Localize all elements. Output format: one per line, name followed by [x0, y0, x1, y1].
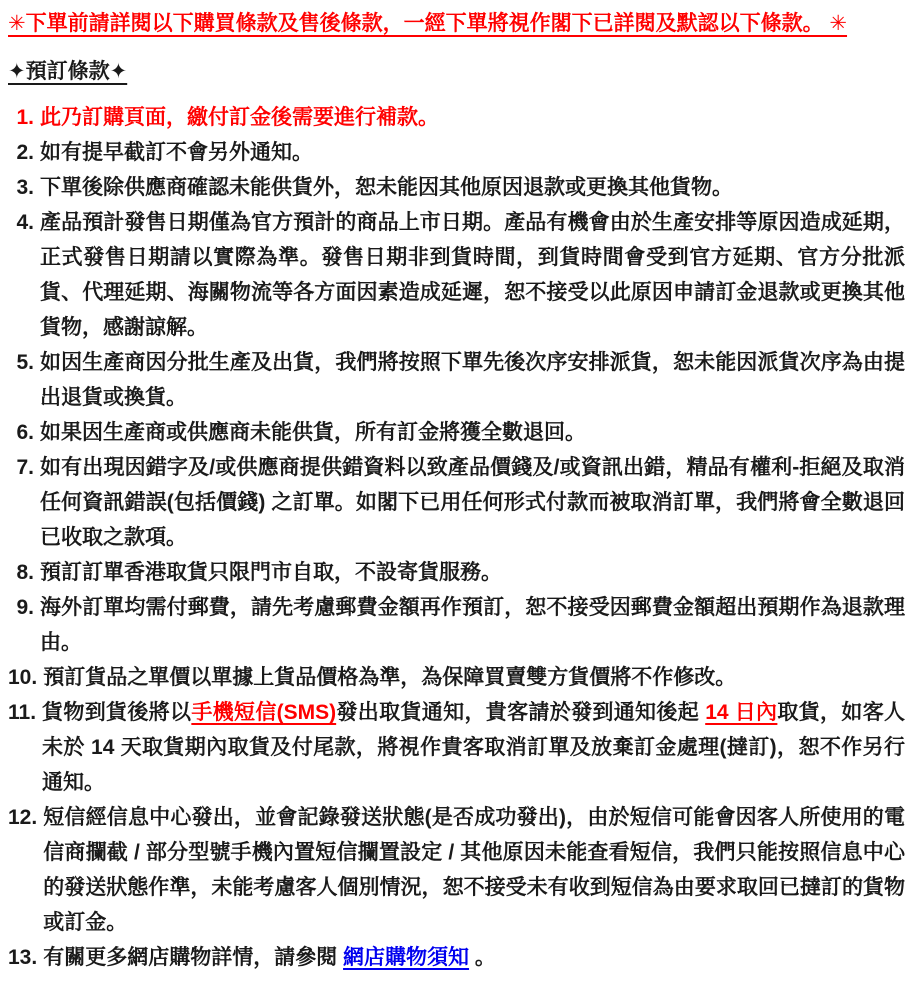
text-segment: 如果因生產商或供應商未能供貨，所有訂金將獲全數退回。 [40, 421, 586, 444]
term-item-11 [8, 695, 905, 800]
term-text [43, 660, 905, 695]
term-number: 4. [16, 211, 34, 234]
text-segment: 預訂訂單香港取貨只限門市自取，不設寄貨服務。 [40, 561, 502, 584]
text-segment: 有關更多網店購物詳情，請參閱 [43, 946, 344, 969]
pickup-deadline-emphasis: 14 日內 [705, 701, 778, 724]
term-number: 8. [16, 561, 34, 584]
term-text [40, 415, 905, 450]
text-segment: 產品預計發售日期僅為官方預計的商品上市日期。產品有機會由於生產安排等原因造成延期，正式發售日期請以實際為準。發售日期非到貨時間，到貨時間會受到官方延期、官方分批派貨、代理延期、海關物流等各方面因素造成延遲，恕不接受以此原因申請訂金退款或更換其他貨物，感謝諒解。 [40, 211, 905, 339]
text-segment: 如有出現因錯字及/或供應商提供錯資料以致產品價錢及/或資訊出錯，精品有權利-拒絕及取消任何資訊錯誤(包括價錢) 之訂單。如閣下已用任何形式付款而被取消訂單，我們將會全數退回已收取之款項。 [40, 456, 905, 549]
text-segment: 海外訂單均需付郵費，請先考慮郵費金額再作預訂，恕不接受因郵費金額超出預期作為退款理由。 [40, 596, 905, 654]
term-number: 1. [16, 106, 34, 129]
text-segment: 發出取貨通知，貴客請於發到通知後起 [336, 701, 706, 724]
text-segment: 如有提早截訂不會另外通知。 [40, 141, 313, 164]
text-segment: 短信經信息中心發出，並會記錄發送狀態(是否成功發出)，由於短信可能會因客人所使用的電信商攔截 / 部分型號手機內置短信攔置設定 / 其他原因未能查看短信，我們只能按照信息中心的發送狀態作準，未能考慮客人個別情況，恕不接受未有收到短信為由要求取回已撻訂的貨物或訂金。 [43, 806, 905, 934]
term-text [40, 555, 905, 590]
sms-notice-emphasis: 手機短信(SMS) [191, 701, 337, 724]
term-text [40, 170, 905, 205]
text-segment: 取貨，如客人未於 14 天取貨期內取貨及付尾款，將視作貴客取消訂單及放棄訂金處理(撻訂)，恕不作另行通知。 [42, 701, 906, 794]
term-number: 2. [16, 141, 34, 164]
term-item-10 [8, 660, 905, 695]
term-number: 13. [8, 946, 38, 969]
term-item-2 [8, 135, 905, 170]
term-number: 10. [8, 666, 38, 689]
term-text [40, 135, 905, 170]
term-item-3 [8, 170, 905, 205]
term-item-12 [8, 800, 905, 940]
term-text [40, 590, 905, 660]
term-item-13 [8, 940, 905, 975]
term-number: 3. [16, 176, 34, 199]
term-number: 7. [16, 456, 34, 479]
section-title-pre-order-terms: ✦預訂條款✦ [8, 60, 128, 83]
term-text [40, 100, 905, 135]
term-item-1 [8, 100, 905, 135]
term-text [40, 450, 905, 555]
term-text [43, 800, 905, 940]
term-item-9 [8, 590, 905, 660]
term-text [40, 205, 905, 345]
text-segment: 此乃訂購頁面，繳付訂金後需要進行補款。 [40, 106, 439, 129]
text-segment: 預訂貨品之單價以單據上貨品價格為準，為保障買賣雙方貨價將不作修改。 [43, 666, 737, 689]
term-item-8 [8, 555, 905, 590]
terms-list [8, 100, 905, 975]
term-item-7 [8, 450, 905, 555]
term-number: 11. [8, 701, 37, 724]
term-number: 5. [16, 351, 34, 374]
shop-guide-link[interactable]: 網店購物須知 [343, 946, 470, 969]
term-number: 9. [16, 596, 34, 619]
term-item-6 [8, 415, 905, 450]
text-segment: 下單後除供應商確認未能供貨外，恕未能因其他原因退款或更換其他貨物。 [40, 176, 733, 199]
term-item-4 [8, 205, 905, 345]
term-number: 12. [8, 806, 38, 829]
term-text [42, 695, 905, 800]
term-number: 6. [16, 421, 34, 444]
text-segment: 。 [469, 946, 496, 969]
term-item-5 [8, 345, 905, 415]
term-text [43, 940, 905, 975]
text-segment: 如因生產商因分批生產及出貨，我們將按照下單先後次序安排派貨，恕未能因派貨次序為由提出退貨或換貨。 [40, 351, 905, 409]
text-segment: 貨物到貨後將以 [42, 701, 192, 724]
term-text [40, 345, 905, 415]
pre-order-warning-banner: ✳下單前請詳閱以下購買條款及售後條款，一經下單將視作閣下已詳閱及默認以下條款。 ✳ [8, 12, 848, 35]
